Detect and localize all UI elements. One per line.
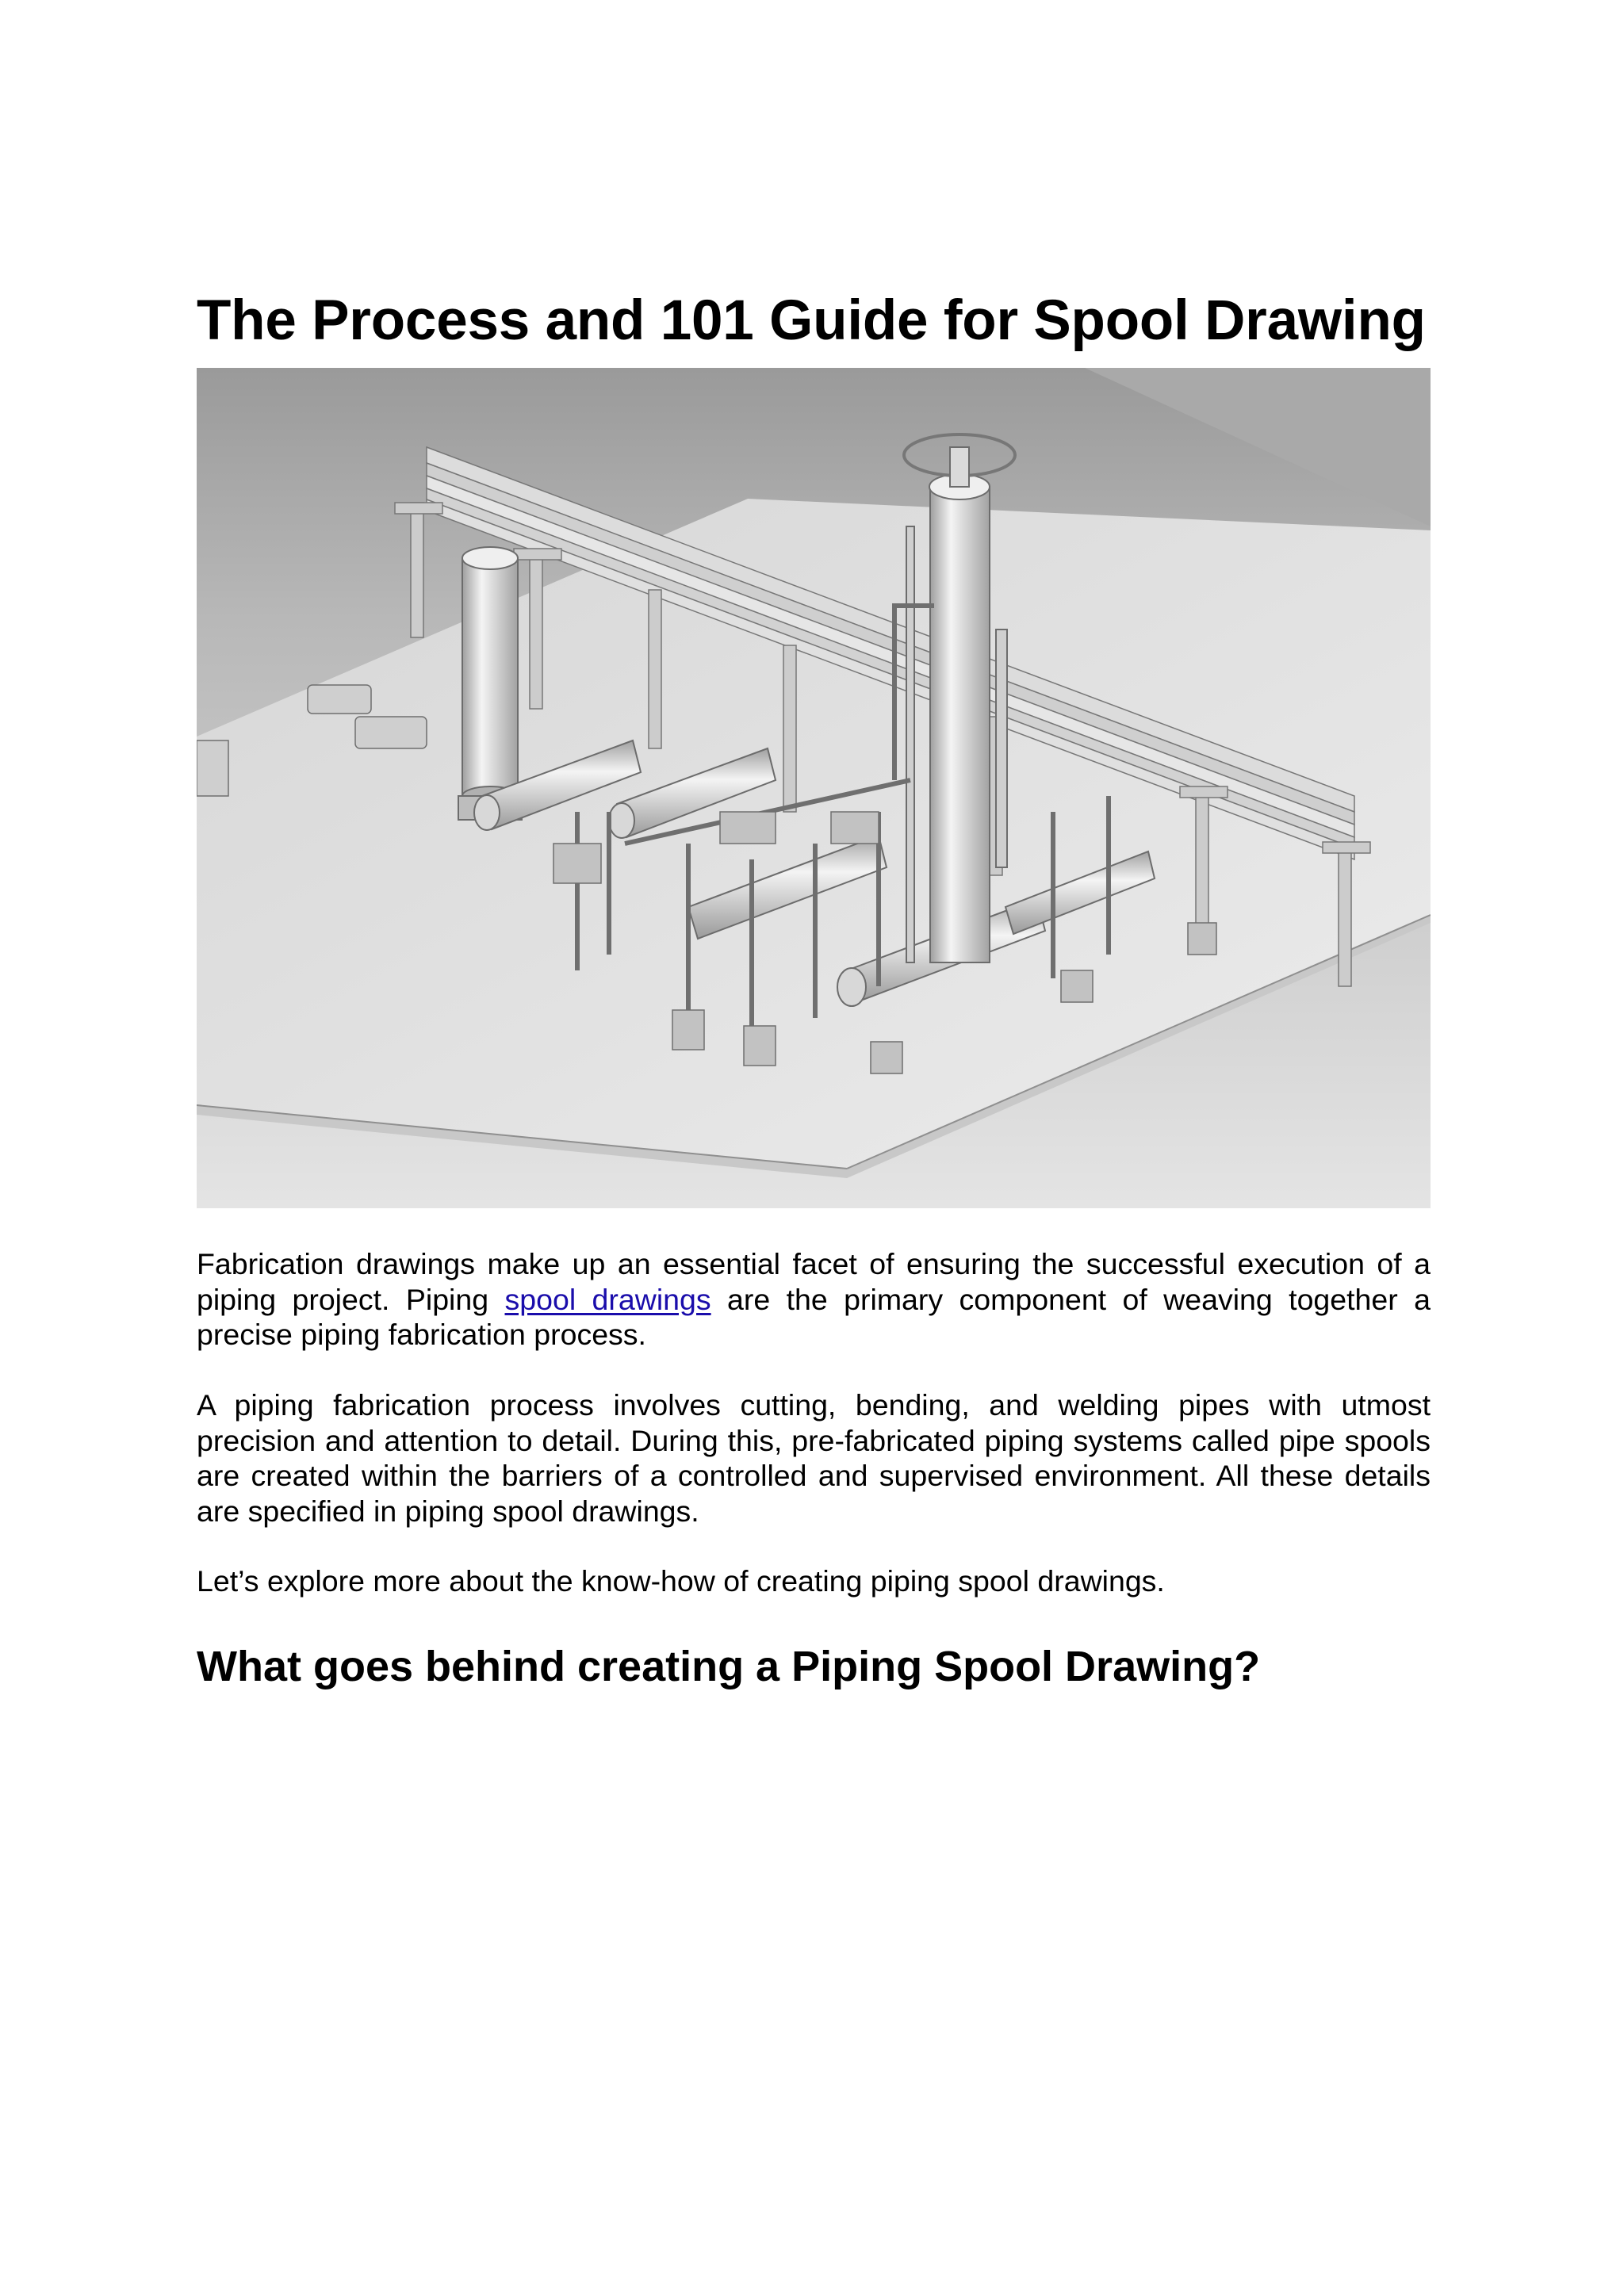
piping-plant-illustration — [197, 368, 1431, 1208]
intro-text-end: are the primary component of weaving together a precise piping fabrication process. — [197, 1282, 1431, 1351]
spool-drawings-link[interactable]: spool drawings — [504, 1282, 711, 1316]
page-title: The Process and 101 Guide for Spool Drawing — [197, 289, 1426, 352]
process-paragraph: A piping fabrication process involves cutting, bending, and welding pipes with utmost precision and attention to detail. During this, pre-fabricated piping systems called pipe spools are created within the barriers of a controlled and supervised environment. All these details are specified in piping spool drawings. — [197, 1388, 1431, 1528]
section-heading: What goes behind creating a Piping Spool Drawing? — [197, 1643, 1261, 1690]
intro-paragraph — [197, 1246, 1431, 1353]
explore-paragraph: Let’s explore more about the know-how of creating piping spool drawings. — [197, 1564, 1165, 1598]
intro-text-start: Fabrication drawings make up an essential facet of ensuring the successful execution of a piping project. Piping — [197, 1247, 1431, 1316]
